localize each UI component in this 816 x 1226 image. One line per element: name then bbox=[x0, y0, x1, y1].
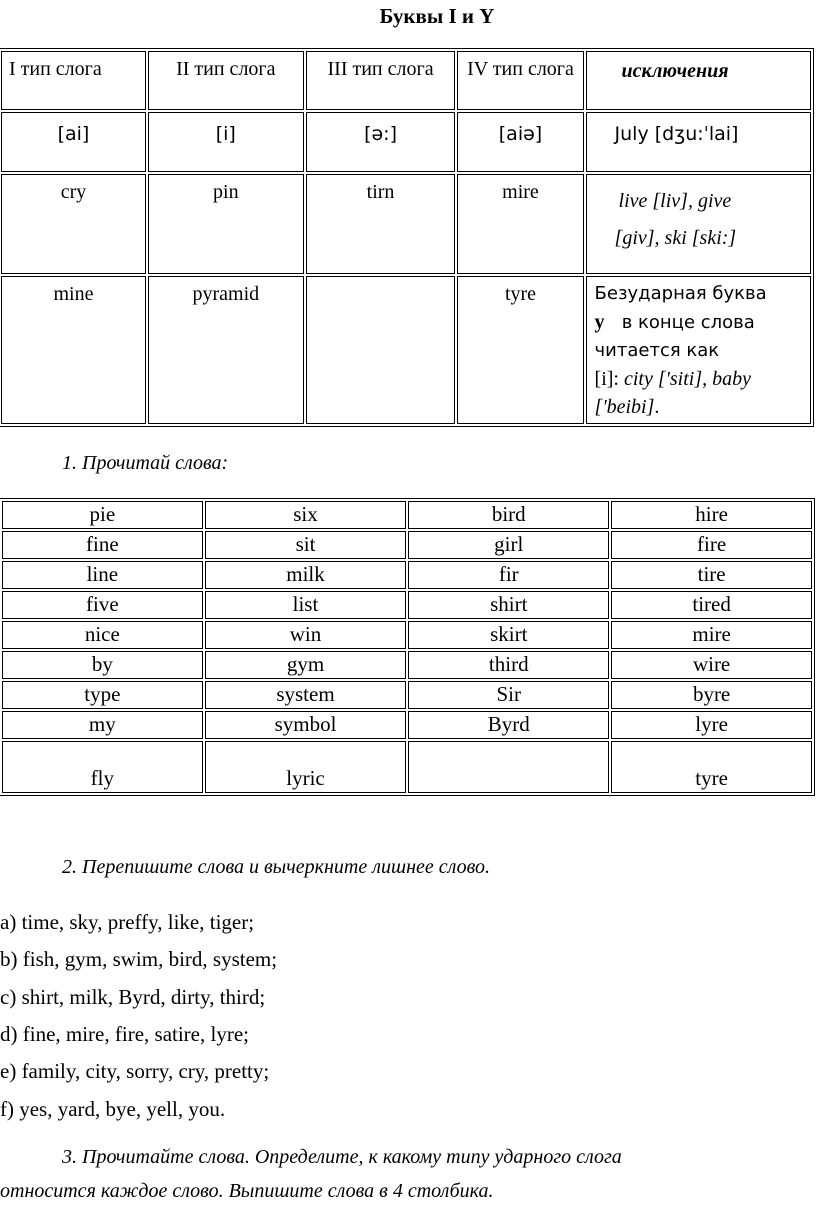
word-cell: symbol bbox=[205, 711, 407, 739]
word-cell: pie bbox=[2, 501, 203, 529]
list-item: c) shirt, milk, Byrd, dirty, third; bbox=[0, 984, 266, 1009]
word-cell: skirt bbox=[408, 621, 609, 649]
table-row bbox=[1, 112, 811, 172]
word-cell: fire bbox=[611, 531, 812, 559]
word-cell: Sir bbox=[408, 681, 609, 709]
word-cell: five bbox=[2, 591, 203, 619]
word-cell: wire bbox=[611, 651, 812, 679]
table-row bbox=[1, 276, 811, 424]
example-word: tyre bbox=[457, 276, 583, 424]
word-cell: fir bbox=[408, 561, 609, 589]
word-cell: type bbox=[2, 681, 203, 709]
header-exceptions: исключения bbox=[586, 51, 811, 110]
task-3-line-2: относится каждое слово. Выпишите слова в 4 столбика. bbox=[0, 1180, 494, 1202]
list-item: a) time, sky, preffy, like, tiger; bbox=[0, 910, 255, 934]
sound-type-1: [ai] bbox=[1, 112, 146, 172]
word-cell: hire bbox=[611, 501, 812, 529]
table-row bbox=[1, 51, 811, 110]
word-cell: by bbox=[2, 651, 203, 679]
word-cell: Byrd bbox=[408, 711, 609, 739]
word-cell: list bbox=[205, 591, 407, 619]
task-3-line-1: 3. Прочитайте слова. Определите, к какому типу ударного слога bbox=[62, 1146, 622, 1168]
sound-type-2: [i] bbox=[148, 112, 304, 172]
note-example: city ['siti], baby bbox=[623, 368, 752, 390]
word-cell: milk bbox=[205, 561, 407, 589]
header-type-4: IV тип слога bbox=[457, 51, 583, 110]
word-cell: system bbox=[205, 681, 407, 709]
header-type-3: III тип слога bbox=[306, 51, 456, 110]
list-item: d) fine, mire, fire, satire, lyre; bbox=[0, 1021, 249, 1046]
note-line: Безударная буква bbox=[594, 283, 767, 304]
task-1-heading: 1. Прочитай слова: bbox=[62, 452, 229, 474]
word-cell: lyre bbox=[611, 711, 812, 739]
word-cell: my bbox=[2, 711, 203, 739]
table-row bbox=[2, 501, 812, 529]
word-cell: nice bbox=[2, 621, 203, 649]
table-row bbox=[1, 174, 811, 274]
sound-exception: July [dʒu:ˈlai] bbox=[586, 112, 811, 172]
word-cell: tire bbox=[611, 561, 812, 589]
word-cell: mire bbox=[611, 621, 812, 649]
table-row bbox=[2, 741, 812, 793]
word-cell: byre bbox=[611, 681, 812, 709]
exception-line-1: live [liv], give bbox=[618, 190, 732, 212]
example-word: pin bbox=[148, 174, 304, 274]
note-example: ['beibi] bbox=[594, 396, 655, 418]
table-row bbox=[2, 711, 812, 739]
example-word: pyramid bbox=[148, 276, 304, 424]
table-row bbox=[2, 621, 812, 649]
example-word: mire bbox=[457, 174, 583, 274]
list-item: b) fish, gym, swim, bird, system; bbox=[0, 947, 278, 972]
header-type-1: I тип слога bbox=[1, 51, 146, 110]
syllable-rules-table bbox=[0, 48, 814, 427]
word-grid bbox=[0, 498, 815, 796]
table-row bbox=[2, 651, 812, 679]
sound-type-3: [ə:] bbox=[306, 112, 456, 172]
note-line bbox=[595, 308, 810, 337]
note-line bbox=[595, 365, 810, 393]
exception-words bbox=[586, 174, 811, 274]
word-cell: fly bbox=[2, 741, 203, 793]
rule-note bbox=[586, 276, 811, 424]
word-cell: third bbox=[408, 651, 609, 679]
note-text: в конце слова bbox=[621, 312, 755, 333]
word-cell: line bbox=[2, 561, 203, 589]
task-2-heading: 2. Перепишите слова и вычеркните лишнее слово. bbox=[62, 856, 490, 878]
sound-type-4: [aiə] bbox=[457, 112, 583, 172]
word-cell bbox=[408, 741, 609, 793]
example-word: mine bbox=[1, 276, 146, 424]
word-cell: fine bbox=[2, 531, 203, 559]
note-line bbox=[595, 393, 810, 421]
word-cell: lyric bbox=[205, 741, 407, 793]
exception-line-2: [giv], ski [ski:] bbox=[614, 227, 737, 249]
list-item: f) yes, yard, bye, yell, you. bbox=[0, 1096, 226, 1121]
word-cell: girl bbox=[408, 531, 609, 559]
word-cell: sit bbox=[205, 531, 407, 559]
table-row bbox=[2, 561, 812, 589]
page-title: Буквы I и Y bbox=[379, 4, 495, 28]
note-period: . bbox=[654, 396, 660, 418]
header-type-2: II тип слога bbox=[148, 51, 304, 110]
note-letter: у bbox=[594, 311, 605, 333]
example-word: tirn bbox=[306, 174, 456, 274]
example-word bbox=[306, 276, 456, 424]
word-cell: win bbox=[205, 621, 407, 649]
word-cell: tyre bbox=[611, 741, 812, 793]
table-row bbox=[2, 591, 812, 619]
word-cell: shirt bbox=[408, 591, 609, 619]
list-item: e) family, city, sorry, cry, pretty; bbox=[0, 1059, 270, 1084]
word-cell: gym bbox=[205, 651, 407, 679]
table-row bbox=[2, 531, 812, 559]
word-cell: tired bbox=[611, 591, 812, 619]
word-cell: six bbox=[205, 501, 407, 529]
table-row bbox=[2, 681, 812, 709]
example-word: cry bbox=[1, 174, 146, 274]
note-line: читается как bbox=[594, 340, 720, 361]
note-sound: [i]: bbox=[594, 368, 619, 390]
word-cell: bird bbox=[408, 501, 609, 529]
